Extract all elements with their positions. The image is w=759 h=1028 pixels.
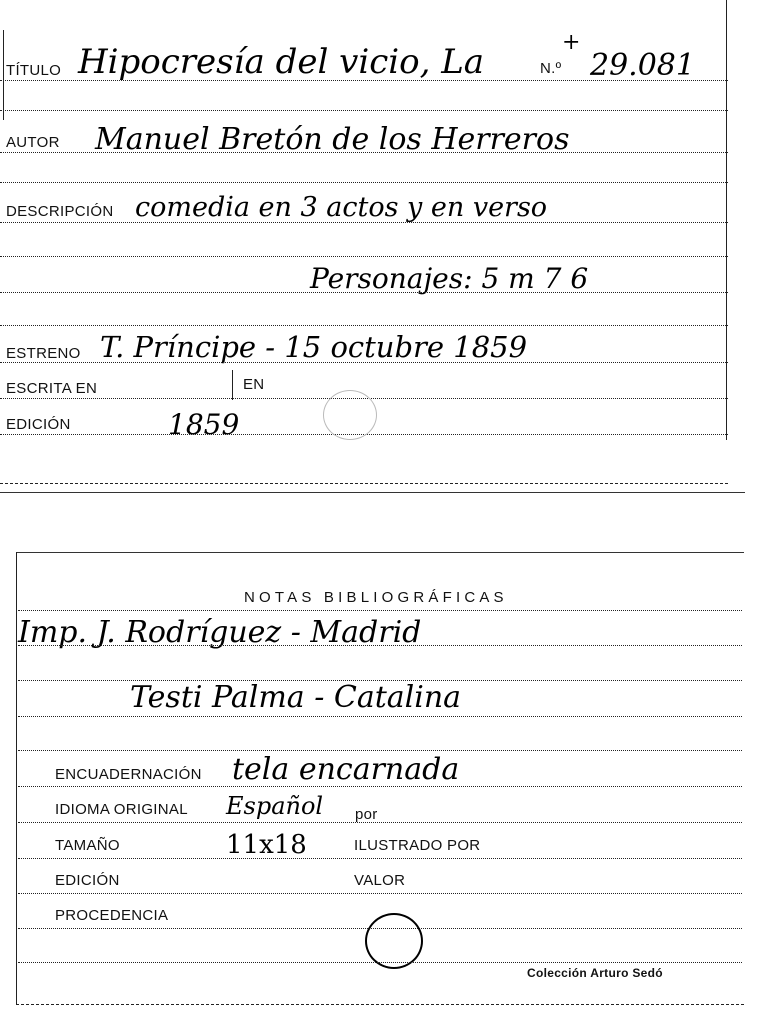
bottom-card-top-edge: [16, 552, 744, 553]
encuadernacion-value: tela encarnada: [232, 752, 460, 787]
notas-heading: NOTAS BIBLIOGRÁFICAS: [244, 589, 508, 606]
descripcion-value: comedia en 3 actos y en verso: [135, 192, 548, 223]
estreno-value: T. Príncipe - 15 octubre 1859: [100, 330, 528, 364]
numero-label: N.º: [540, 60, 562, 77]
por-label: por: [355, 806, 378, 823]
tamano-label: TAMAÑO: [55, 837, 120, 854]
bottom-rule-last: [18, 962, 742, 963]
tamano-value: 11x18: [226, 830, 307, 860]
estreno-label: ESTRENO: [6, 345, 81, 362]
procedencia-label: PROCEDENCIA: [55, 907, 169, 924]
ilustrado-label: ILUSTRADO POR: [354, 837, 481, 854]
coleccion-footer: Colección Arturo Sedó: [527, 966, 663, 980]
notas-rule-2: [18, 645, 742, 646]
edicion-value: 1859: [168, 408, 240, 441]
autor-label: AUTOR: [6, 134, 60, 151]
notas-rule-1: [18, 610, 742, 611]
bottom-punch-hole: [365, 913, 423, 969]
titulo-value: Hipocresía del vicio, La: [78, 42, 485, 82]
en-label: EN: [243, 376, 265, 393]
idioma-label: IDIOMA ORIGINAL: [55, 801, 188, 818]
notas-rule-5: [18, 750, 742, 751]
bottom-card-left-edge: [16, 552, 17, 1004]
valor-label: VALOR: [354, 872, 406, 889]
edicion-rule-bottom: [18, 893, 742, 894]
edicion-label: EDICIÓN: [6, 416, 71, 433]
notas-line-1: Imp. J. Rodríguez - Madrid: [18, 615, 422, 650]
personajes-value: Personajes: 5 m 7 6: [310, 262, 589, 295]
notas-rule-4: [18, 716, 742, 717]
idioma-rule: [18, 822, 742, 823]
bottom-card-bottom-edge: [16, 1004, 744, 1005]
encuadernacion-rule: [18, 786, 742, 787]
titulo-label: TÍTULO: [6, 62, 62, 79]
numero-mark: +: [562, 30, 581, 55]
descripcion-label: DESCRIPCIÓN: [6, 203, 114, 220]
notas-line-2: Testi Palma - Catalina: [130, 680, 462, 715]
encuadernacion-label: ENCUADERNACIÓN: [55, 766, 202, 783]
autor-value: Manuel Bretón de los Herreros: [95, 122, 570, 157]
bottom-edicion-label: EDICIÓN: [55, 872, 120, 889]
tamano-rule: [18, 858, 742, 859]
numero-value: 29.081: [590, 48, 695, 83]
idioma-value: Español: [226, 792, 324, 820]
escrita-en-label: ESCRITA EN: [6, 380, 98, 397]
